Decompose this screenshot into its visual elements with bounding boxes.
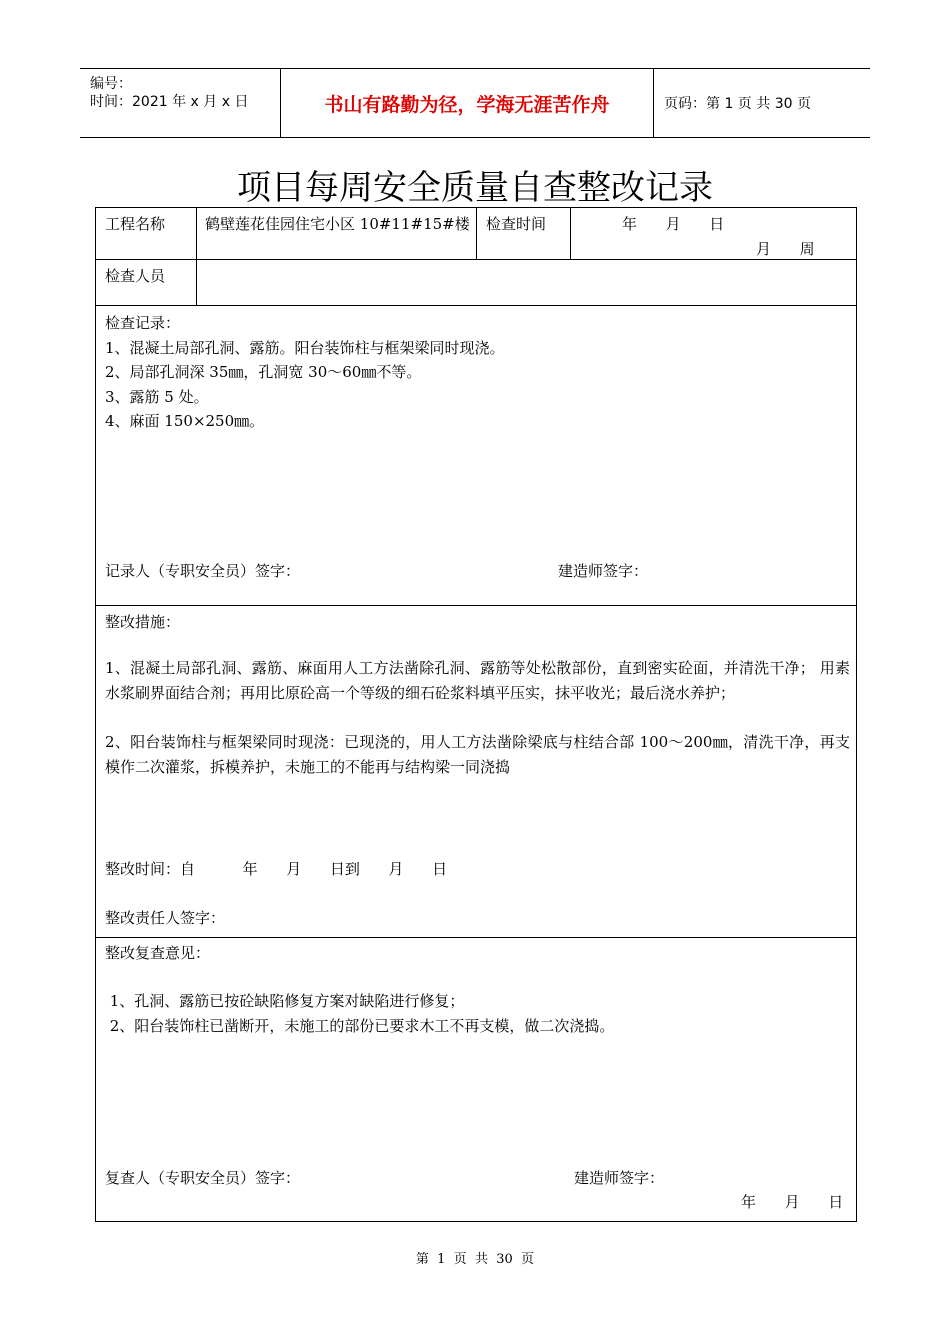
inspector-label: 检查人员 [105, 267, 166, 285]
project-value: 鹤壁莲花佳园住宅小区 10#11#15#楼 [205, 215, 470, 233]
check-date: 年 月 日 [622, 215, 725, 233]
review-item: 1、孔洞、露筋已按砼缺陷修复方案对缺陷进行修复； [105, 992, 465, 1010]
rectify-section [95, 605, 857, 938]
responsible-signature: 整改责任人签字： [105, 909, 226, 927]
record-body [105, 311, 850, 434]
rectify-heading: 整改措施： [105, 613, 181, 631]
record-item: 1、混凝土局部孔洞、露筋。阳台装饰柱与框架梁同时现浇。 [105, 338, 505, 357]
record-section [95, 305, 857, 606]
review-heading: 整改复查意见： [105, 944, 211, 962]
review-item: 2、阳台装饰柱已凿断开，未施工的部份已要求木工不再支模，做二次浇捣。 [105, 1016, 615, 1035]
review-section [95, 937, 857, 1222]
check-time-label: 检查时间 [486, 215, 547, 233]
project-label: 工程名称 [105, 215, 166, 233]
builder-signature: 建造师签字： [558, 562, 649, 580]
record-item: 2、局部孔洞深 35㎜，孔洞宽 30～60㎜不等。 [105, 363, 422, 381]
inspector-row [95, 259, 857, 306]
recorder-signature: 记录人（专职安全员）签字： [105, 562, 301, 580]
page-title: 项目每周安全质量自查整改记录 [237, 168, 713, 208]
page-footer: 第 1 页 共 30 页 [415, 1252, 535, 1267]
project-row [95, 207, 857, 260]
motto: 书山有路勤为径，学海无涯苦作舟 [281, 69, 654, 137]
time-label: 时间：2021 年 x 月 x 日 [90, 94, 249, 110]
page-header [80, 68, 870, 138]
number-label: 编号： [90, 76, 132, 92]
rectify-measure-2: 2、阳台装饰柱与框架梁同时现浇：已现浇的，用人工方法凿除梁底与柱结合部 100～200㎜，清洗干净，再支模作二次灌浆，拆模养护，未施工的不能再与结构梁一同浇捣 [105, 733, 850, 776]
review-builder-signature: 建造师签字： [574, 1169, 665, 1187]
header-meta [80, 69, 281, 137]
record-item: 4、麻面 150×250㎜。 [105, 412, 265, 430]
review-date: 年 月 日 [741, 1193, 844, 1211]
check-week: 月 周 [756, 240, 815, 258]
rectify-measure-1: 1、混凝土局部孔洞、露筋、麻面用人工方法凿除孔洞、露筋等处松散部份，直到密实砼面，并清洗干净； 用素水浆刷界面结合剂；再用比原砼高一个等级的细石砼浆料填平压实，抹平收光；最后浇水养护； [105, 659, 850, 702]
record-heading: 检查记录： [105, 314, 181, 332]
page-indicator: 页码：第 1 页 共 30 页 [664, 96, 811, 112]
record-item: 3、露筋 5 处。 [105, 387, 209, 406]
rectify-time: 整改时间：自 年 月 日到 月 日 [105, 860, 448, 878]
review-body [105, 989, 850, 1038]
reviewer-signature: 复查人（专职安全员）签字： [105, 1169, 301, 1187]
